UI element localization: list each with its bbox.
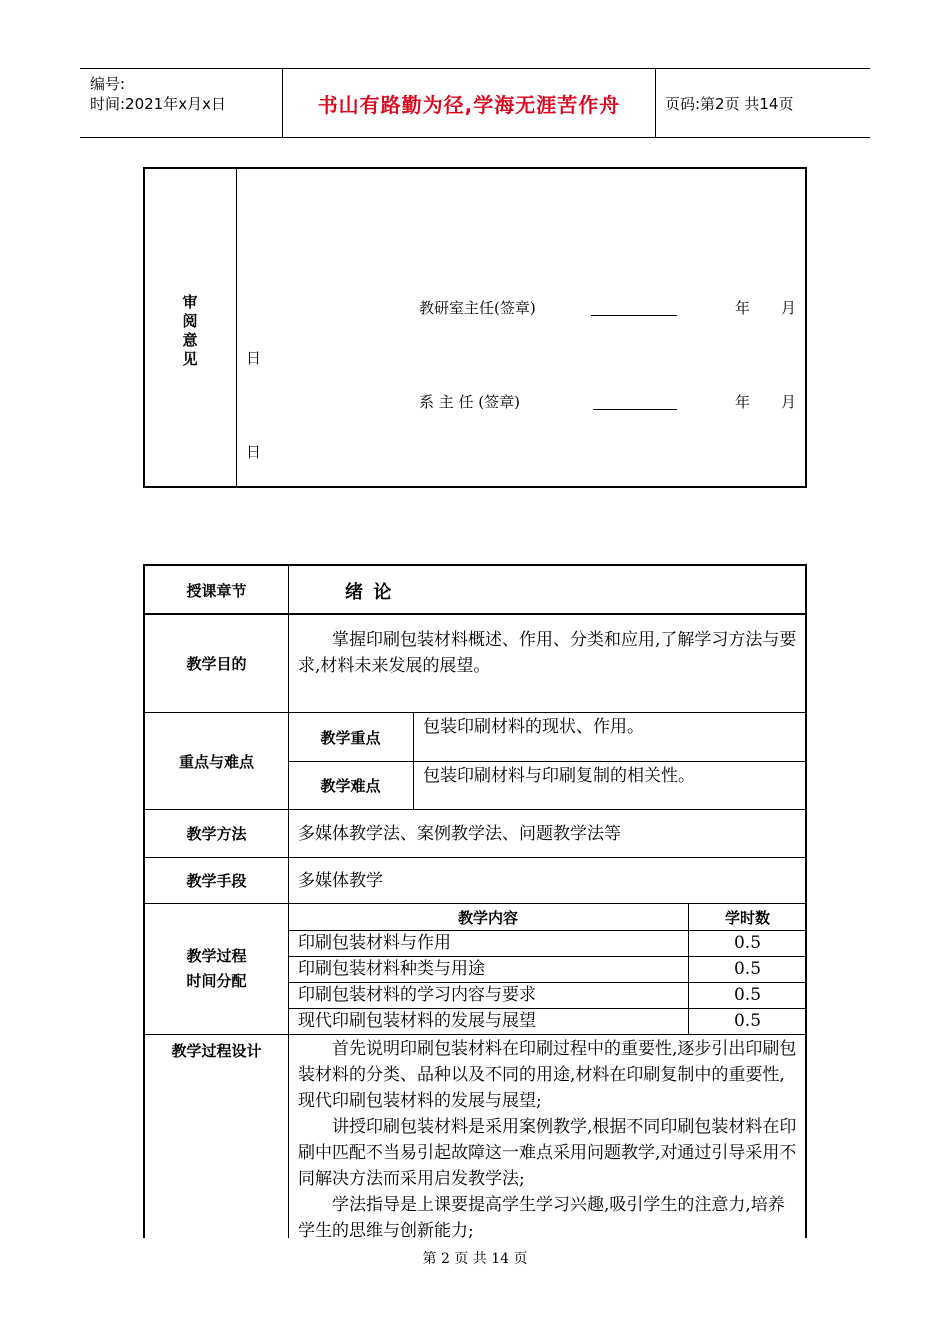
means-label: 教学手段 (186, 872, 247, 890)
dept-month: 月 (781, 393, 797, 411)
header-page-cell (655, 69, 870, 137)
time-row-hours: 0.5 (733, 1011, 762, 1031)
difficulty-value: 包装印刷材料与印刷复制的相关性。 (423, 766, 695, 786)
director-day: 日 (246, 349, 262, 367)
means-value: 多媒体教学 (298, 871, 383, 891)
lesson-table (143, 564, 807, 1241)
time-row-content: 印刷包装材料的学习内容与要求 (298, 985, 536, 1005)
time-row-content: 印刷包装材料与作用 (298, 933, 451, 953)
time-alloc-label-1: 教学过程 (186, 947, 247, 965)
objective-label: 教学目的 (186, 655, 247, 673)
time-label: 时间:2021年x月x日 (90, 95, 226, 113)
row-line (145, 1034, 807, 1035)
director-month: 月 (781, 299, 797, 317)
time-row-hours: 0.5 (733, 959, 762, 979)
page-header (80, 68, 870, 138)
col-divider (288, 566, 289, 1238)
design-label: 教学过程设计 (171, 1042, 262, 1060)
review-table (143, 167, 807, 488)
dept-signature-line (593, 409, 677, 410)
dept-signature-label: 系 主 任 (签章) (419, 393, 521, 411)
page-info: 页码:第2页 共14页 (665, 94, 794, 113)
motto: 书山有路勤为径,学海无涯苦作舟 (317, 92, 621, 117)
design-paragraph: 讲授印刷包装材料是采用案例教学,根据不同印刷包装材料在印刷中匹配不当易引起故障这一难点采用问题教学,对通过引导采用不同解决方法而采用启发教学法; (298, 1117, 797, 1189)
key-value: 包装印刷材料的现状、作用。 (423, 717, 644, 737)
time-alloc-label (145, 904, 288, 1034)
dept-day: 日 (246, 443, 262, 461)
dept-year: 年 (735, 393, 751, 411)
time-row-content: 印刷包装材料种类与用途 (298, 959, 485, 979)
design-paragraph: 学法指导是上课要提高学生学习兴趣,吸引学生的注意力,培养学生的思维与创新能力; (298, 1195, 785, 1241)
key-label: 教学重点 (320, 728, 381, 747)
header-motto-cell (282, 69, 656, 137)
method-value: 多媒体教学法、案例教学法、问题教学法等 (298, 824, 621, 844)
director-signature-line (591, 315, 677, 316)
time-row-hours: 0.5 (733, 985, 762, 1005)
review-label: 审阅意见 (182, 293, 198, 368)
design-paragraph: 首先说明印刷包装材料在印刷过程中的重要性,逐步引出印刷包装材料的分类、品种以及不同的用途,材料在印刷复制中的重要性,现代印刷包装材料的发展与展望; (298, 1039, 797, 1111)
director-year: 年 (735, 299, 751, 317)
time-alloc-label-2: 时间分配 (186, 972, 247, 990)
keypoints-label: 重点与难点 (178, 752, 254, 771)
director-signature-label: 教研室主任(签章) (419, 299, 536, 317)
method-label: 教学方法 (186, 825, 247, 843)
design-content (298, 1036, 800, 1244)
time-table-header-content: 教学内容 (457, 908, 518, 927)
objective-value: 掌握印刷包装材料概述、作用、分类和应用,了解学习方法与要求,材料未来发展的展望。 (298, 630, 797, 676)
chapter-label: 授课章节 (186, 581, 247, 600)
page-footer: 第 2 页 共 14 页 (422, 1251, 528, 1267)
chapter-value: 绪 论 (345, 582, 394, 603)
number-label: 编号: (90, 75, 126, 93)
difficulty-label: 教学难点 (320, 777, 381, 795)
time-table-header-hours: 学时数 (724, 908, 770, 927)
header-meta (80, 69, 282, 137)
time-row-hours: 0.5 (733, 933, 762, 953)
review-label-cell (145, 169, 237, 486)
time-row-content: 现代印刷包装材料的发展与展望 (298, 1011, 536, 1031)
